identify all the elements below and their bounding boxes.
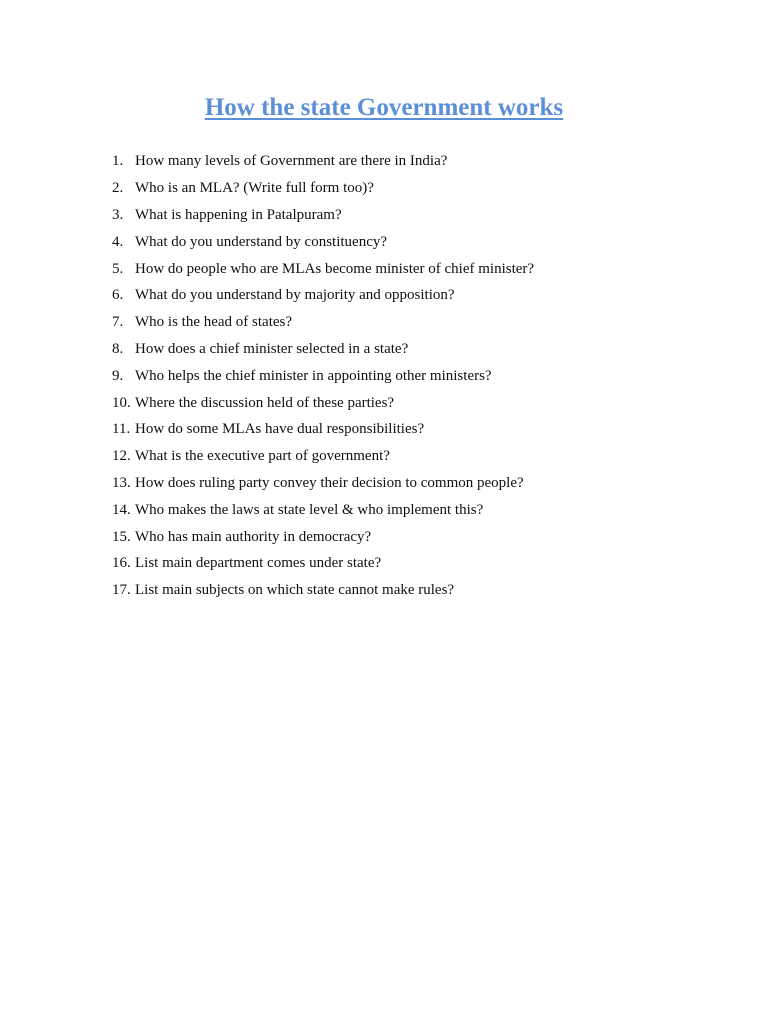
question-number: 9.: [112, 367, 124, 384]
question-item: [112, 228, 534, 255]
question-number: 11.: [112, 421, 131, 438]
question-text: How does a chief minister selected in a state?: [135, 340, 409, 357]
question-text: Who is an MLA? (Write full form too)?: [135, 180, 374, 197]
question-item: [112, 175, 534, 202]
question-item: [112, 523, 534, 550]
question-text: Who is the head of states?: [135, 314, 293, 331]
question-number: 12.: [112, 448, 131, 465]
question-item: [112, 443, 534, 470]
question-item: [112, 336, 534, 363]
question-number: 14.: [112, 501, 131, 518]
question-number: 2.: [112, 180, 124, 197]
question-text: What do you understand by constituency?: [135, 233, 388, 250]
question-text: List main subjects on which state cannot make rules?: [135, 582, 455, 599]
question-item: [112, 470, 534, 497]
question-text: Who helps the chief minister in appointing other ministers?: [135, 367, 492, 384]
question-text: Who makes the laws at state level & who implement this?: [135, 501, 484, 518]
question-item: [112, 389, 534, 416]
question-text: What is happening in Patalpuram?: [135, 206, 342, 223]
question-number: 1.: [112, 153, 124, 170]
question-number: 6.: [112, 287, 124, 304]
question-number: 13.: [112, 474, 131, 491]
question-item: [112, 202, 534, 229]
question-item: [112, 577, 534, 604]
question-number: 17.: [112, 582, 131, 599]
question-list: [112, 148, 534, 604]
question-text: List main department comes under state?: [135, 555, 382, 572]
question-item: [112, 282, 534, 309]
question-text: How do some MLAs have dual responsibilities?: [135, 421, 425, 438]
question-number: 7.: [112, 314, 124, 331]
question-text: How does ruling party convey their decision to common people?: [135, 474, 524, 491]
question-item: [112, 148, 534, 175]
question-number: 8.: [112, 340, 124, 357]
page-title: How the state Government works: [204, 94, 564, 121]
question-text: How many levels of Government are there in India?: [135, 153, 448, 170]
question-number: 16.: [112, 555, 131, 572]
question-text: Where the discussion held of these parties?: [135, 394, 395, 411]
question-number: 10.: [112, 394, 131, 411]
question-item: [112, 362, 534, 389]
question-item: [112, 550, 534, 577]
question-item: [112, 416, 534, 443]
question-text: What is the executive part of government?: [135, 448, 390, 465]
question-text: How do people who are MLAs become minister of chief minister?: [135, 260, 535, 277]
question-number: 5.: [112, 260, 124, 277]
question-number: 15.: [112, 528, 131, 545]
question-item: [112, 255, 534, 282]
question-text: Who has main authority in democracy?: [135, 528, 372, 545]
question-text: What do you understand by majority and opposition?: [135, 287, 455, 304]
question-number: 4.: [112, 233, 124, 250]
question-number: 3.: [112, 206, 124, 223]
question-item: [112, 496, 534, 523]
question-item: [112, 309, 534, 336]
